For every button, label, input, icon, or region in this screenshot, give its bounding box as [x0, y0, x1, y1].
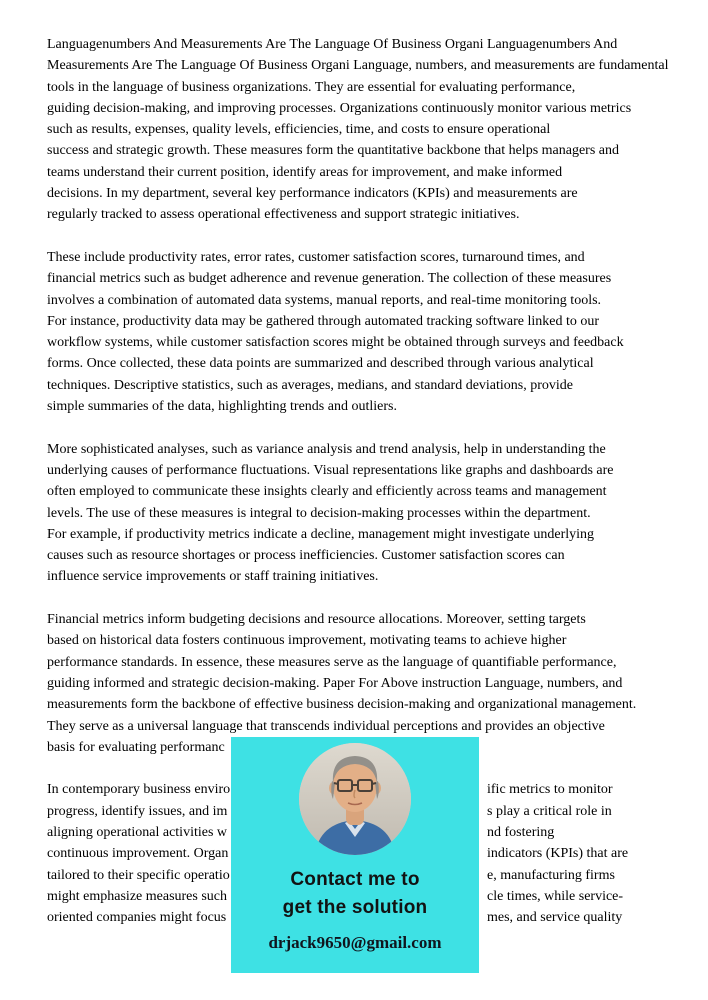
text-fragment-right: s play a critical role in	[487, 803, 612, 819]
text-line: measurements form the backbone of effective business decision-making and organizational management.	[47, 697, 637, 713]
text-line: performance standards. In essence, these measures serve as the language of quantifiable performance,	[47, 654, 617, 670]
text-line: guiding informed and strategic decision-making. Paper For Above instruction Language, numbers, and	[47, 675, 623, 691]
text-line: such as results, expenses, quality levels, efficiencies, time, and costs to ensure operational	[47, 122, 551, 138]
text-line: simple summaries of the data, highlighting trends and outliers.	[47, 399, 397, 415]
text-line: Measurements Are The Language Of Business Organi Language, numbers, and measurements are fundamental	[47, 58, 669, 74]
text-line: Financial metrics inform budgeting decisions and resource allocations. Moreover, setting targets	[47, 612, 586, 628]
text-fragment-left: might emphasize measures such	[47, 888, 228, 904]
text-line: They serve as a universal language that transcends individual perceptions and provides an objective	[47, 718, 605, 734]
text-line: forms. Once collected, these data points are summarized and described through various analytical	[47, 356, 594, 372]
text-fragment-left: tailored to their specific operatio	[47, 867, 230, 883]
text-fragment-left: In contemporary business enviro	[47, 782, 231, 798]
text-line: More sophisticated analyses, such as variance analysis and trend analysis, help in understanding the	[47, 441, 606, 457]
text-line: causes such as resource shortages or process inefficiencies. Customer satisfaction scores can	[47, 548, 565, 564]
paragraph	[47, 439, 687, 588]
text-fragment-right: cle times, while service-	[487, 888, 624, 904]
avatar	[299, 743, 411, 855]
portrait-photo-icon	[299, 743, 411, 855]
contact-text-line1: Contact me to	[290, 869, 420, 890]
text-line: underlying causes of performance fluctuations. Visual representations like graphs and dashboards are	[47, 462, 614, 478]
text-fragment-left: progress, identify issues, and im	[47, 803, 228, 819]
text-line: levels. The use of these measures is integral to decision-making processes within the department.	[47, 505, 591, 521]
text-line: workflow systems, while customer satisfaction scores might be obtained through surveys and feedback	[47, 335, 624, 351]
paragraph	[47, 247, 687, 417]
text-fragment-left: aligning operational activities w	[47, 824, 228, 840]
text-fragment-right: mes, and service quality	[487, 910, 623, 926]
text-line: financial metrics such as budget adherence and revenue generation. The collection of these measures	[47, 271, 612, 287]
paragraph	[47, 609, 687, 758]
text-line: influence service improvements or staff training initiatives.	[47, 569, 379, 585]
paragraph	[47, 34, 687, 226]
text-fragment-left: oriented companies might focus	[47, 910, 227, 926]
text-line: success and strategic growth. These measures form the quantitative backbone that helps managers and	[47, 143, 619, 159]
text-fragment-right: ific metrics to monitor	[487, 782, 613, 798]
text-line: tools in the language of business organizations. They are essential for evaluating performance,	[47, 79, 576, 95]
text-line: techniques. Descriptive statistics, such as averages, medians, and standard deviations, provide	[47, 377, 574, 393]
contact-text-line2: get the solution	[282, 897, 428, 918]
text-fragment-right: nd fostering	[487, 824, 555, 840]
text-line: basis for evaluating performanc	[47, 739, 225, 755]
text-line: guiding decision-making, and improving processes. Organizations continuously monitor various metrics	[47, 100, 632, 116]
text-fragment-left: continuous improvement. Organ	[47, 846, 229, 862]
text-fragment-right: indicators (KPIs) that are	[487, 846, 629, 862]
text-line: For instance, productivity data may be gathered through automated tracking software linked to our	[47, 313, 600, 329]
text-line: These include productivity rates, error rates, customer satisfaction scores, turnaround times, and	[47, 249, 585, 265]
contact-email: drjack9650@gmail.com	[268, 933, 442, 952]
text-line: decisions. In my department, several key performance indicators (KPIs) and measurements are	[47, 186, 578, 202]
text-line: based on historical data fosters continuous improvement, motivating teams to achieve higher	[47, 633, 567, 649]
text-line: Languagenumbers And Measurements Are The Language Of Business Organi Languagenumbers And	[47, 37, 618, 52]
text-line: teams understand their current position, identify areas for improvement, and make informed	[47, 164, 563, 180]
contact-overlay-card	[231, 737, 479, 973]
text-line: involves a combination of automated data systems, manual reports, and real-time monitoring tools.	[47, 292, 602, 308]
text-line: For example, if productivity metrics indicate a decline, management might investigate underlying	[47, 526, 595, 542]
text-line: regularly tracked to assess operational effectiveness and support strategic initiatives.	[47, 207, 520, 223]
text-line: often employed to communicate these insights clearly and efficiently across teams and management	[47, 484, 607, 500]
text-fragment-right: e, manufacturing firms	[487, 867, 615, 883]
